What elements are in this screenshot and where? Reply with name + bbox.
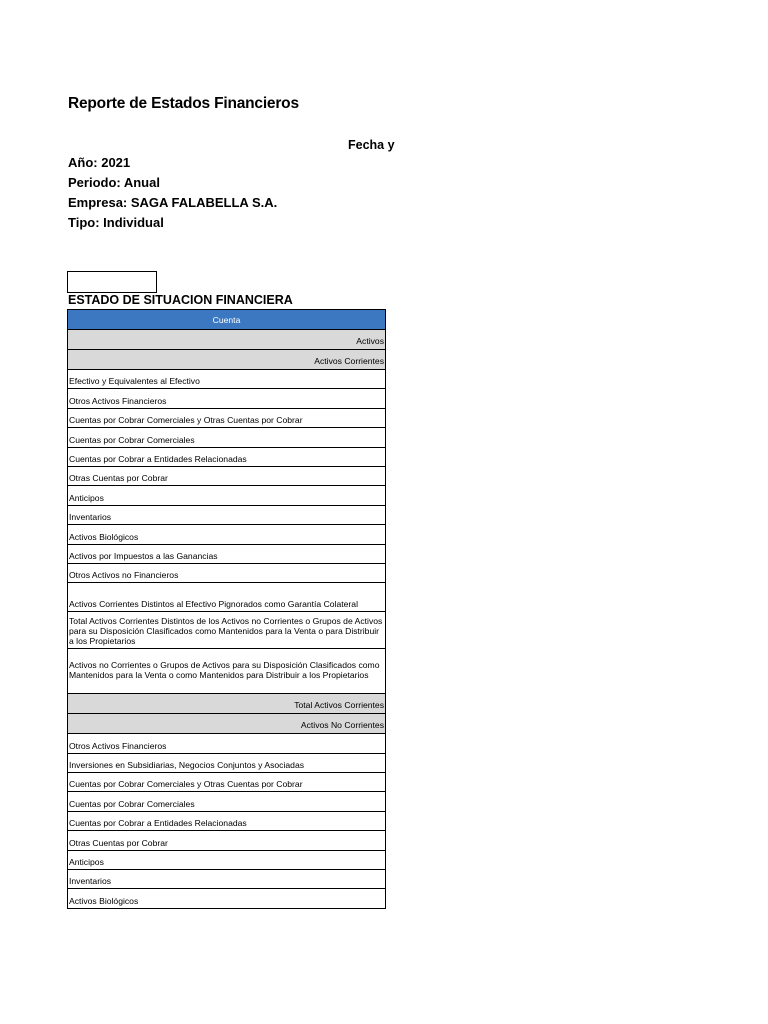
row-label: Activos Corrientes Distintos al Efectivo Pignorados como Garantía Colateral (69, 599, 358, 610)
header-account: Cuenta (212, 314, 241, 325)
row-label: Activos no Corrientes o Grupos de Activos para su Disposición Clasificados como Mantenidos para la Venta o como Mantenidos para Distribuir a los Propietarios (69, 660, 380, 681)
table-row[interactable] (68, 851, 385, 870)
row-label: Cuentas por Cobrar a Entidades Relacionadas (69, 818, 247, 829)
row-label: Efectivo y Equivalentes al Efectivo (69, 376, 200, 387)
table-row[interactable] (68, 564, 385, 583)
row-label: Inventarios (69, 512, 112, 523)
table-row[interactable] (68, 831, 385, 850)
year-label: Año: 2021 (68, 155, 131, 170)
table-group-row[interactable] (68, 694, 385, 714)
row-label: Total Activos Corrientes Distintos de los Activos no Corrientes o Grupos de Activos para su Disposición Clasificados como Mantenidos para la Venta o para Distribuir a los Propietarios (69, 616, 383, 647)
row-label: Cuentas por Cobrar a Entidades Relacionadas (69, 453, 247, 464)
table-row[interactable] (68, 467, 385, 486)
table-row[interactable] (68, 545, 385, 564)
row-label: Activos Biológicos (69, 895, 139, 906)
selected-cell[interactable] (67, 271, 157, 293)
table-row[interactable] (68, 583, 385, 612)
table-row[interactable] (68, 870, 385, 889)
table-row[interactable] (68, 448, 385, 467)
table-row[interactable] (68, 506, 385, 525)
table-row[interactable] (68, 612, 385, 649)
row-label: Inventarios (69, 876, 112, 887)
row-label: Cuentas por Cobrar Comerciales (69, 434, 195, 445)
table-group-row[interactable] (68, 350, 385, 370)
row-label: Otros Activos Financieros (69, 740, 167, 751)
row-label: Activos Corrientes (314, 356, 384, 366)
table-row[interactable] (68, 889, 385, 908)
table-group-row[interactable] (68, 330, 385, 350)
table-row[interactable] (68, 370, 385, 389)
row-label: Otras Cuentas por Cobrar (69, 837, 168, 848)
row-label: Activos por Impuestos a las Ganancias (69, 550, 218, 561)
type-label: Tipo: Individual (68, 215, 164, 230)
row-label: Activos No Corrientes (300, 720, 384, 731)
table-row[interactable] (68, 428, 385, 447)
row-label: Anticipos (69, 492, 104, 503)
report-title: Reporte de Estados Financieros (68, 95, 299, 112)
row-label: Otras Cuentas por Cobrar (69, 473, 168, 484)
table-group-row[interactable] (68, 714, 385, 734)
table-row[interactable] (68, 389, 385, 408)
statement-title: ESTADO DE SITUACION FINANCIERA (68, 293, 293, 307)
table-header (68, 309, 385, 330)
table-row[interactable] (68, 812, 385, 831)
row-label: Cuentas por Cobrar Comerciales (69, 798, 195, 809)
financial-table (67, 309, 386, 909)
row-label: Cuentas por Cobrar Comerciales y Otras Cuentas por Cobrar (69, 415, 303, 426)
row-label: Total Activos Corrientes (294, 700, 384, 711)
row-label: Anticipos (69, 857, 104, 868)
table-row[interactable] (68, 486, 385, 505)
table-row[interactable] (68, 409, 385, 428)
table-row[interactable] (68, 649, 385, 694)
period-label: Periodo: Anual (68, 175, 160, 190)
table-row[interactable] (68, 792, 385, 811)
table-row[interactable] (68, 754, 385, 773)
row-label: Otros Activos Financieros (69, 395, 167, 406)
row-label: Activos (356, 336, 384, 346)
row-label: Cuentas por Cobrar Comerciales y Otras Cuentas por Cobrar (69, 779, 303, 790)
table-row[interactable] (68, 773, 385, 792)
row-label: Inversiones en Subsidiarias, Negocios Conjuntos y Asociadas (69, 760, 305, 771)
table-row[interactable] (68, 525, 385, 544)
row-label: Activos Biológicos (69, 531, 139, 542)
table-row[interactable] (68, 734, 385, 753)
date-label: Fecha y (348, 138, 395, 152)
row-label: Otros Activos no Financieros (69, 570, 179, 581)
company-label: Empresa: SAGA FALABELLA S.A. (68, 195, 278, 210)
